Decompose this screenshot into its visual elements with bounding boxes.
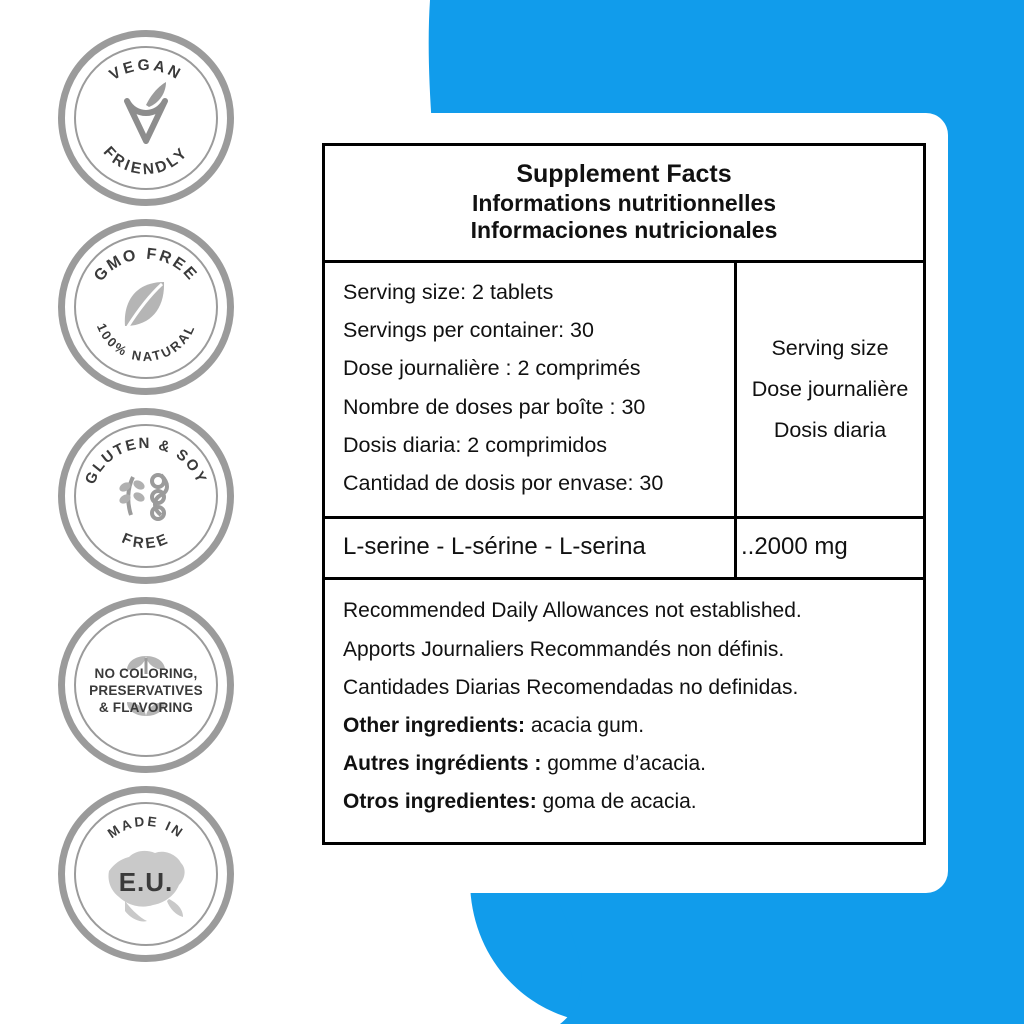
badge-gluten-bottom-label: FREE — [119, 529, 173, 553]
other-ingredients-label-es: Otros ingredientes: — [343, 790, 537, 814]
serving-line-5: Dosis diaria: 2 comprimidos — [343, 432, 608, 457]
other-ingredients-es — [343, 783, 907, 821]
badge-gmo-top-label: GMO FREE — [91, 245, 202, 285]
ingredient-name: L-serine - L-sérine - L-serina — [325, 519, 737, 577]
made-in-eu-badge-art — [65, 793, 227, 955]
serving-details — [325, 263, 737, 517]
svg-text:MADE IN — [105, 814, 187, 842]
facts-title-en: Supplement Facts — [516, 160, 732, 188]
ingredient-amount-row — [325, 519, 923, 577]
serving-line-6: Cantidad de dosis por envase: 30 — [343, 471, 664, 496]
badge-made-in-eu — [58, 786, 234, 962]
note-es: Cantidades Diarias Recomendadas no definidas. — [343, 675, 799, 699]
other-ingredients-en — [343, 707, 907, 745]
badge-no-additives-line-2: PRESERVATIVES — [89, 682, 203, 698]
badge-gluten-soy-free — [58, 408, 234, 584]
other-ingredients-label-en: Other ingredients: — [343, 714, 526, 737]
badge-no-additives-line-1: NO COLORING, — [94, 666, 198, 681]
svg-text:FREE — [119, 530, 172, 553]
serving-size-header-en: Serving size — [771, 336, 889, 361]
facts-title-fr: Informations nutritionnelles — [471, 189, 777, 216]
serving-information-row — [325, 263, 923, 517]
svg-text:GMO FREE — [91, 246, 201, 285]
facts-titles — [325, 146, 923, 260]
badge-gmo-bottom-label: 100% NATURAL — [93, 320, 199, 365]
other-ingredients-value-fr: gomme d’acacia. — [547, 752, 706, 776]
badge-gluten-top-label: GLUTEN & SOY — [81, 434, 211, 487]
badge-vegan-top-label: VEGAN — [106, 56, 186, 84]
badge-no-additives — [58, 597, 234, 773]
other-ingredients-fr — [343, 745, 907, 783]
supplement-facts-panel — [322, 143, 926, 845]
certification-badges — [58, 30, 248, 962]
badge-no-additives-line-3: & FLAVORING — [98, 699, 194, 715]
badge-vegan-bottom-label: FRIENDLY — [99, 143, 193, 179]
other-ingredients-value-en: acacia gum. — [530, 714, 645, 737]
serving-line-3: Dose journalière : 2 comprimés — [343, 356, 641, 381]
facts-title-es: Informaciones nutricionales — [470, 216, 778, 243]
serving-size-header-fr: Dose journalière — [751, 377, 909, 402]
gluten-soy-free-badge-art — [65, 415, 227, 577]
leaf-v-icon — [127, 82, 166, 141]
svg-text:VEGAN — [107, 57, 186, 84]
leaves-icon-bottom — [127, 702, 165, 716]
badge-vegan-friendly — [58, 30, 234, 206]
ingredient-amount: ..2000 mg — [741, 533, 848, 561]
serving-size-column-headers — [737, 263, 923, 517]
svg-text:100% NATURAL — [94, 321, 198, 364]
other-ingredients-value-es: goma de acacia. — [542, 790, 697, 814]
leaf-icon — [125, 282, 164, 328]
serving-line-1: Serving size: 2 tablets — [343, 279, 554, 304]
serving-line-4: Nombre de doses par boîte : 30 — [343, 394, 646, 419]
svg-text:FRIENDLY — [100, 143, 192, 178]
badge-eu-top-label: MADE IN — [104, 813, 188, 842]
note-fr: Apports Journaliers Recommandés non définis. — [343, 637, 785, 661]
gmo-free-badge-art — [65, 226, 227, 388]
serving-line-2: Servings per container: 30 — [343, 318, 594, 343]
svg-text:GLUTEN & SOY — [82, 435, 210, 487]
wheat-soy-icon — [118, 475, 167, 519]
footnotes — [325, 580, 923, 841]
other-ingredients-label-fr: Autres ingrédients : — [343, 752, 542, 776]
note-en: Recommended Daily Allowances not established. — [343, 599, 802, 623]
no-additives-badge-art — [65, 604, 227, 766]
vegan-friendly-badge-art — [65, 37, 227, 199]
serving-size-header-es: Dosis diaria — [773, 417, 887, 442]
badge-gmo-free — [58, 219, 234, 395]
badge-eu-center-label: E.U. — [118, 867, 174, 897]
europe-map-icon — [108, 851, 184, 922]
leaves-icon — [127, 656, 165, 674]
